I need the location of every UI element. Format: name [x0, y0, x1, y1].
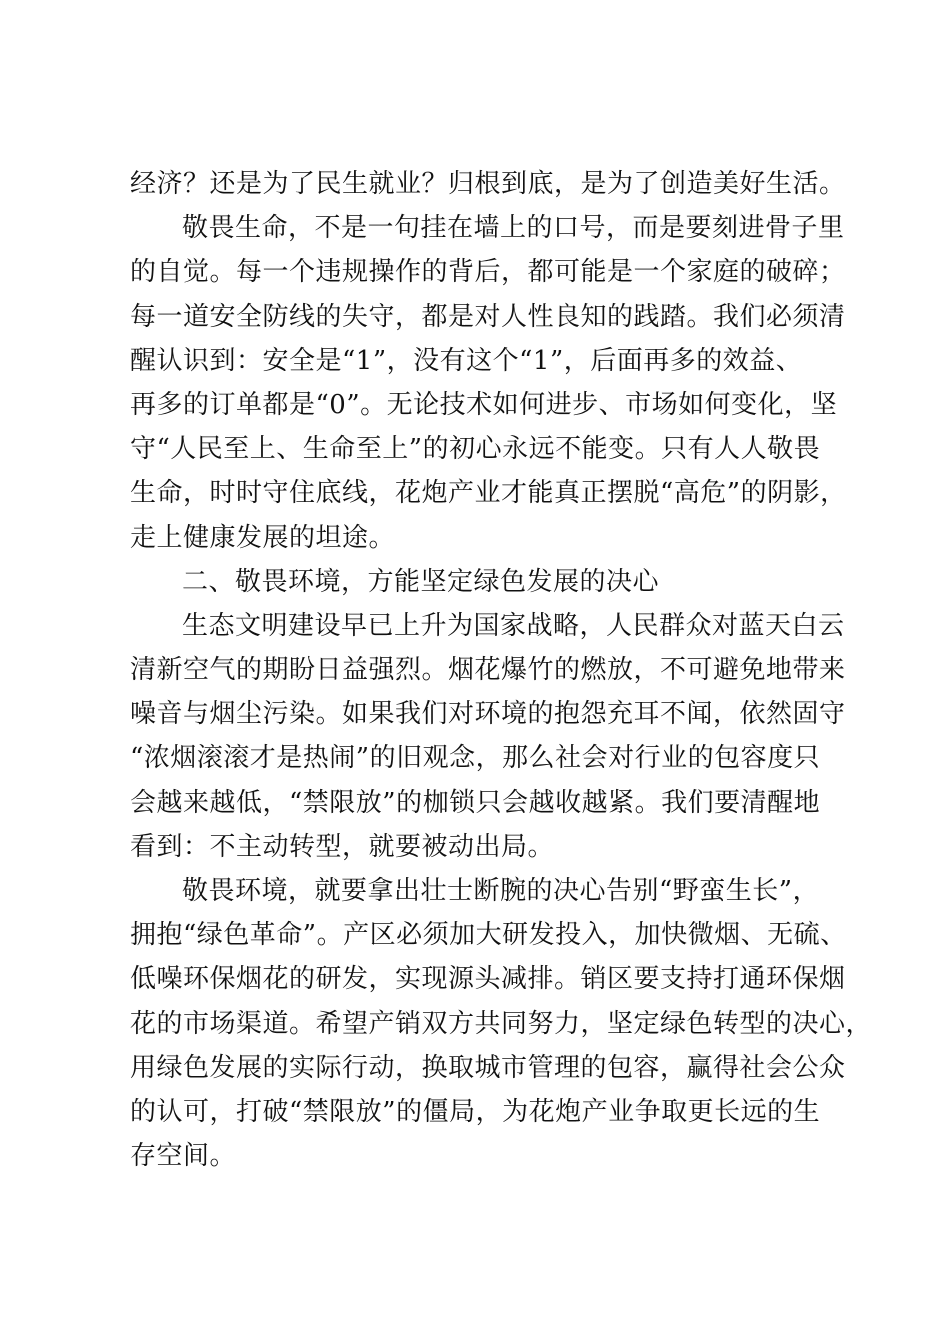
text-line: 醒认识到：安全是“1”，没有这个“1”，后面再多的效益、: [130, 345, 803, 376]
text-line: 生命，时时守住底线，花炮产业才能真正摆脱“高危”的阴影，: [130, 478, 847, 509]
text-line: 的自觉。每一个违规操作的背后，都可能是一个家庭的破碎；: [130, 257, 846, 288]
text-line: 清新空气的期盼日益强烈。烟花爆竹的燃放，不可避免地带来: [130, 655, 846, 686]
text-line: 低噪环保烟花的研发，实现源头减排。销区要支持打通环保烟: [130, 964, 846, 995]
text-line: 看到：不主动转型，就要被动出局。: [130, 831, 555, 862]
text-line: 敬畏环境，就要拿出壮士断腕的决心告别“野蛮生长”，: [182, 876, 820, 906]
text-line: “浓烟滚滚才是热闹”的旧观念，那么社会对行业的包容度只: [130, 743, 821, 774]
text-line: 再多的订单都是“0”。无论技术如何进步、市场如何变化，坚: [130, 389, 838, 420]
text-line: 经济？还是为了民生就业？归根到底，是为了创造美好生活。: [130, 169, 846, 199]
text-line: 存空间。: [130, 1141, 237, 1172]
text-line: 生态文明建设早已上升为国家战略，人民群众对蓝天白云: [182, 610, 845, 641]
text-line: 会越来越低，“禁限放”的枷锁只会越收越紧。我们要清醒地: [130, 787, 821, 818]
text-line: 守“人民至上、生命至上”的初心永远不能变。只有人人敬畏: [130, 434, 821, 465]
body-text: [130, 162, 873, 1178]
text-line: 拥抱“绿色革命”。产区必须加大研发投入，加快微烟、无硫、: [130, 920, 847, 951]
text-line: 的认可，打破“禁限放”的僵局，为花炮产业争取更长远的生: [130, 1096, 821, 1127]
text-line: 二、敬畏环境，方能坚定绿色发展的决心: [182, 566, 660, 597]
text-line: 噪音与烟尘污染。如果我们对环境的抱怨充耳不闻，依然固守: [130, 699, 846, 730]
text-line: 敬畏生命，不是一句挂在墙上的口号，而是要刻进骨子里: [182, 213, 845, 244]
text-line: 走上健康发展的坦途。: [130, 522, 396, 553]
text-line: 用绿色发展的实际行动，换取城市管理的包容，赢得社会公众: [130, 1052, 846, 1083]
text-line: 花的市场渠道。希望产销双方共同努力，坚定绿色转型的决心，: [130, 1008, 873, 1039]
text-line: 每一道安全防线的失守，都是对人性良知的践踏。我们必须清: [130, 301, 846, 332]
